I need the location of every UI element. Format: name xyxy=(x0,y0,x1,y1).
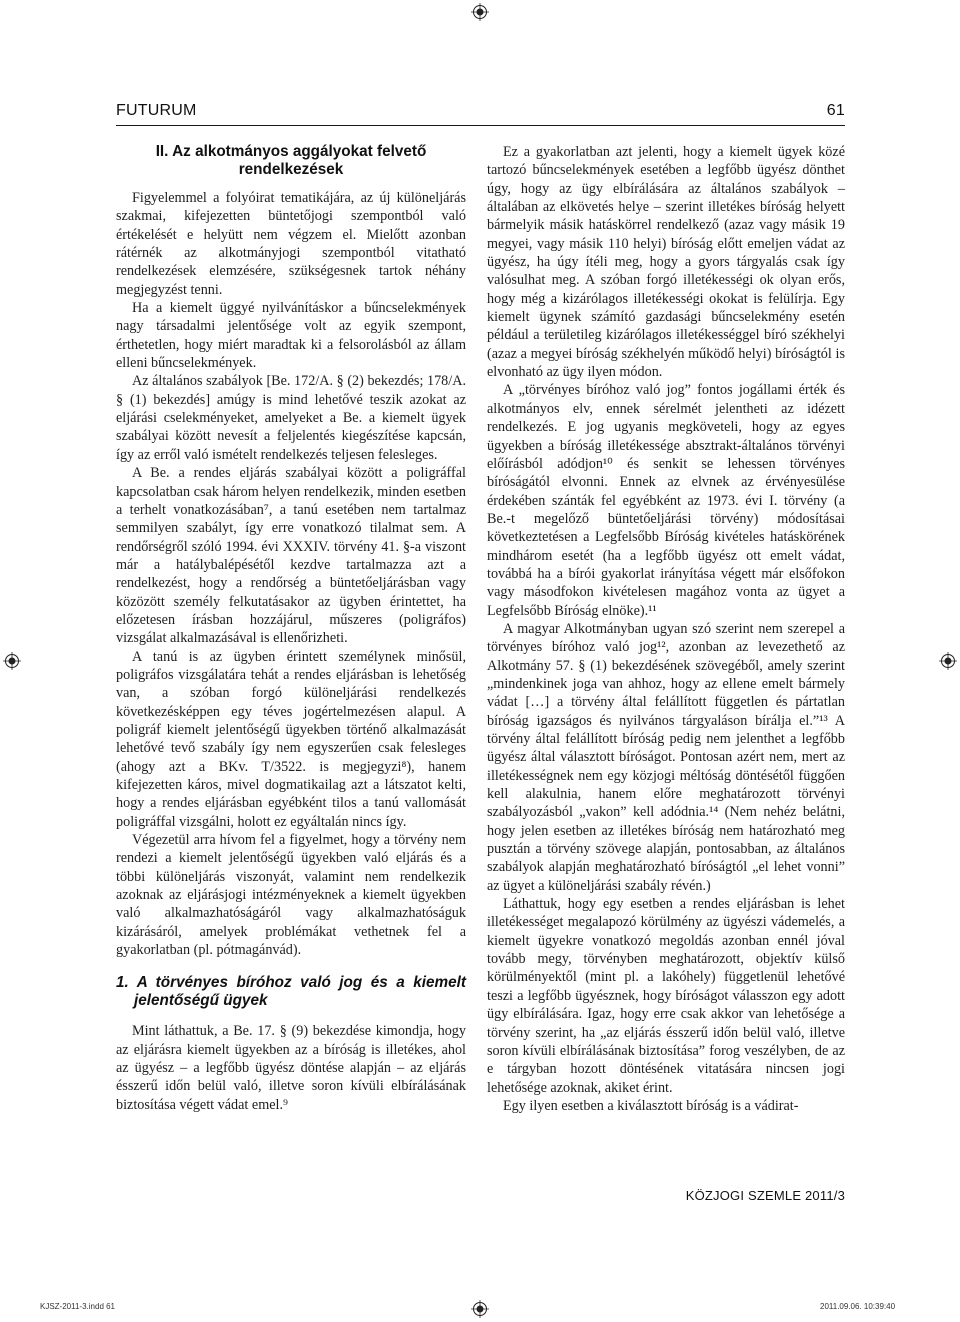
paragraph: Egy ilyen esetben a kiválasztott bíróság is a vádirat- xyxy=(503,1097,799,1114)
paragraph: A „törvényes bíróhoz való jog” fontos jogállami érték és alkotmányos elv, ennek sérelmét jelentheti az idézett rendelkezés. E jog ugyanis megköveteli, hogy az egyes ügyekben a bíróság illetékessége absztrakt-általános törvényi előírásból adódjon¹⁰ és senkit se lehessen törvényes bíróságától elvonni. Ennek az elvnek az érvényesülése érdekében szánták fel egyébként az 1973. évi I. törvény (a Be.-t megelőző büntetőeljárási törvény) módosításai következtetésen a Legfelsőbb Bíróság kivételes hatáskörének mindhárom esetét (ha a legfőbb ügyész ott emelt vádat, továbbá ha a bírói gyakorlat irányítása végett már elsőfokon vagy másodfokon kivételesen magához vonta az ügyet a Legfelsőbb Bíróság elnöke).¹¹ xyxy=(487,382,845,619)
paragraph: Végezetül arra hívom fel a figyelmet, hogy a törvény nem rendezi a kiemelt jelentőségű ügyekben való eljárás és a többi különeljárás viszonyát, valamint nem rendelkezik azoknak az eljárásjogi intézményeknek a kiemelt ügyekben való alkalmazhatóságáról vagy alkalmazhatóságuk kizárásáról, amelyek problémákat vethetnek fel a gyakorlatban (pl. pótmagánvád). xyxy=(116,832,466,959)
registration-mark-icon xyxy=(471,1300,489,1318)
left-column xyxy=(116,143,466,1114)
paragraph: Ha a kiemelt üggyé nyilvánításkor a bűncselekmények nagy társadalmi jelentősége volt az egyik szempont, érthetetlen, hogy miért maradtak ki a felsorolásból az állam elleni bűncselekmények. xyxy=(116,300,466,372)
paragraph: Figyelemmel a folyóirat tematikájára, az új különeljárás szakmai, kifejezetten büntetőjogi szempontból való értékelését e helyütt nem végzem el. Mielőtt azonban rátérnék az alkotmányjogi szempontból vitatható rendelkezések elemzésére, szükségesnek tartok néhány megjegyzést tenni. xyxy=(116,190,466,298)
header-rule xyxy=(116,125,845,126)
paragraph: Láthattuk, hogy egy esetben a rendes eljárásban is lehet illetékességet megalapozó körülmény az ügyészi vádemelés, a kiemelt ügyekre vonatkozó megoldás azonban ennél jóval tovább megy, törvényben meghatározott, objektív külső körülményektől (mint pl. a lakóhely) függetlenül lehetővé teszi a legfőbb ügyésznek, hogy bíróságot válasszon egy adott ügy elbírálására. Igaz, hogy erre csak akkor van lehetősége a törvény szerint, ha „az eljárás ésszerű időn belül való, illetve soron kívüli elbírálásának biztosítása” forog veszélyben, de az e tárgyban hozott döntésének vitatására nincsen jogi lehetősége azoknak, akiket érint. xyxy=(487,896,845,1096)
section-title: II. Az alkotmányos aggályokat felvető rendelkezések xyxy=(155,143,427,178)
subsection-title: 1. A törvényes bíróhoz való jog és a kiemelt jelentőségű ügyek xyxy=(116,974,466,1010)
page-number: 61 xyxy=(826,102,845,119)
journal-issue-footer: KÖZJOGI SZEMLE 2011/3 xyxy=(685,1188,845,1203)
paragraph: A tanú is az ügyben érintett személynek minősül, poligráfos vizsgálatára tehát a rendes eljárásban is lehetőség van, a szóban forgó különeljárási rendelkezés következésképpen egy téves jogértelmezésen alapul. A poligráf kiemelt jelentőségű ügyekben történő alkalmazását lehetővé tevő szabály így nem egyszerűen csak felesleges (ahogy azt a BKv. T/3522. is megjegyzi⁸), hanem kifejezetten káros, mivel dogmatikailag azt a látszatot kelti, hogy a rendes eljárásban egyébként tilos a tanú vallomását poligráffal vizsgálni, holott ez egyáltalán nincs így. xyxy=(116,648,466,830)
slug-timestamp: 2011.09.06. 10:39:40 xyxy=(820,1302,896,1311)
paragraph: A Be. a rendes eljárás szabályai között a poligráffal kapcsolatban csak három helyen rendelkezik, minden esetben a terhelt vonatkozásában⁷, a tanú esetében nem tartalmaz semmilyen szabályt, így erre vonatkozó tilalmat sem. A rendőrségről szóló 1994. évi XXXIV. törvény 41. §-a viszont már a hatálybalépésétől kezdve tartalmazza azt a rendelkezést, hogy a rendőrség a büntetőeljárásban vagy közözött személy felkutatásakor az ügyben érintettet, ha előzetesen írásban hozzájárul, műszeres (poligráfos) vizsgálat alkalmazásával is ellenőrizheti. xyxy=(116,465,466,647)
right-column xyxy=(487,143,845,1115)
paragraph: Ez a gyakorlatban azt jelenti, hogy a kiemelt ügyek közé tartozó bűncselekmények esetében a legfőbb ügyész dönthet úgy, hogy az ügy elbírálására az általános szabályok – általában az elkövetés helye – szerint illetékes bíróság helyett bármelyik másik hatáskörrel rendelkező (azaz vagy másik 19 megyei, vagy másik 110 helyi) bíróság előtt emeljen vádat az ügyész, ha úgy ítéli meg, hogy a gyors tárgyalás csak így valósulhat meg. A szóban forgó illetékességi ok olyan erős, hogy még a kizárólagos illetékességi okokat is felülírja. Egy kiemelt ügynek számító gazdasági bűncselekmény esetén például a területileg kizárólagos illetékességgel bíró székhelyi (azaz a megyei bíróság székhelyén működő helyi) bíróságtól is elvonható az ügy ilyen módon. xyxy=(487,144,845,381)
paragraph: Mint láthattuk, a Be. 17. § (9) bekezdése kimondja, hogy az eljárásra kiemelt ügyekben az a bíróság is illetékes, ahol az ügyész – a legfőbb ügyész döntése alapján – az eljárás ésszerű időn belül való, illetve soron kívüli elbírálásának biztosítása végett vádat emel.⁹ xyxy=(116,1023,466,1113)
registration-mark-icon xyxy=(471,3,489,21)
slug-filename: KJSZ-2011-3.indd 61 xyxy=(40,1302,116,1311)
registration-mark-icon xyxy=(3,652,21,670)
paragraph: Az általános szabályok [Be. 172/A. § (2) bekezdés; 178/A. § (1) bekezdés] amúgy is mind lehetővé teszik azokat az eljárási cselekményeket, amelyeket a Be. a kiemelt ügyek szabályai között nevesít a feljelentés kiegészítése kapcsán, így az erről való ismételt rendelkezés teljesen felesleges. xyxy=(116,373,466,463)
paragraph: A magyar Alkotmányban ugyan szó szerint nem szerepel a törvényes bíróhoz való jog¹², azonban az levezethető az Alkotmány 57. § (1) bekezdésének szövegéből, amely szerint „mindenkinek joga van ahhoz, hogy az ellene emelt bármely vádat […] a törvény által felállított független és pártatlan bíróság igazságos és nyilvános tárgyaláson bírálja el.”¹³ A törvény által felállított bíróság pedig nem jelenthet a legfőbb ügyész által választott bíróságot. Pontosan azért nem, mert az illetékességnek nem egy közjogi méltóság döntésétől függően kell alakulnia, hanem előre meghatározott törvényi szabályozásból „vakon” kell adódnia.¹⁴ (Nem nehéz belátni, hogy jelen esetben az illetékes bíróság nem határozható meg pusztán a törvény szövege alapján, pontosabban, az általános szabályok alapján meghatározható bíróságtól „el lehet vonni” az ügyet a különeljárási szabály révén.) xyxy=(487,620,845,894)
registration-mark-icon xyxy=(939,652,957,670)
running-head xyxy=(116,102,845,120)
journal-section-label: FUTURUM xyxy=(116,102,197,119)
